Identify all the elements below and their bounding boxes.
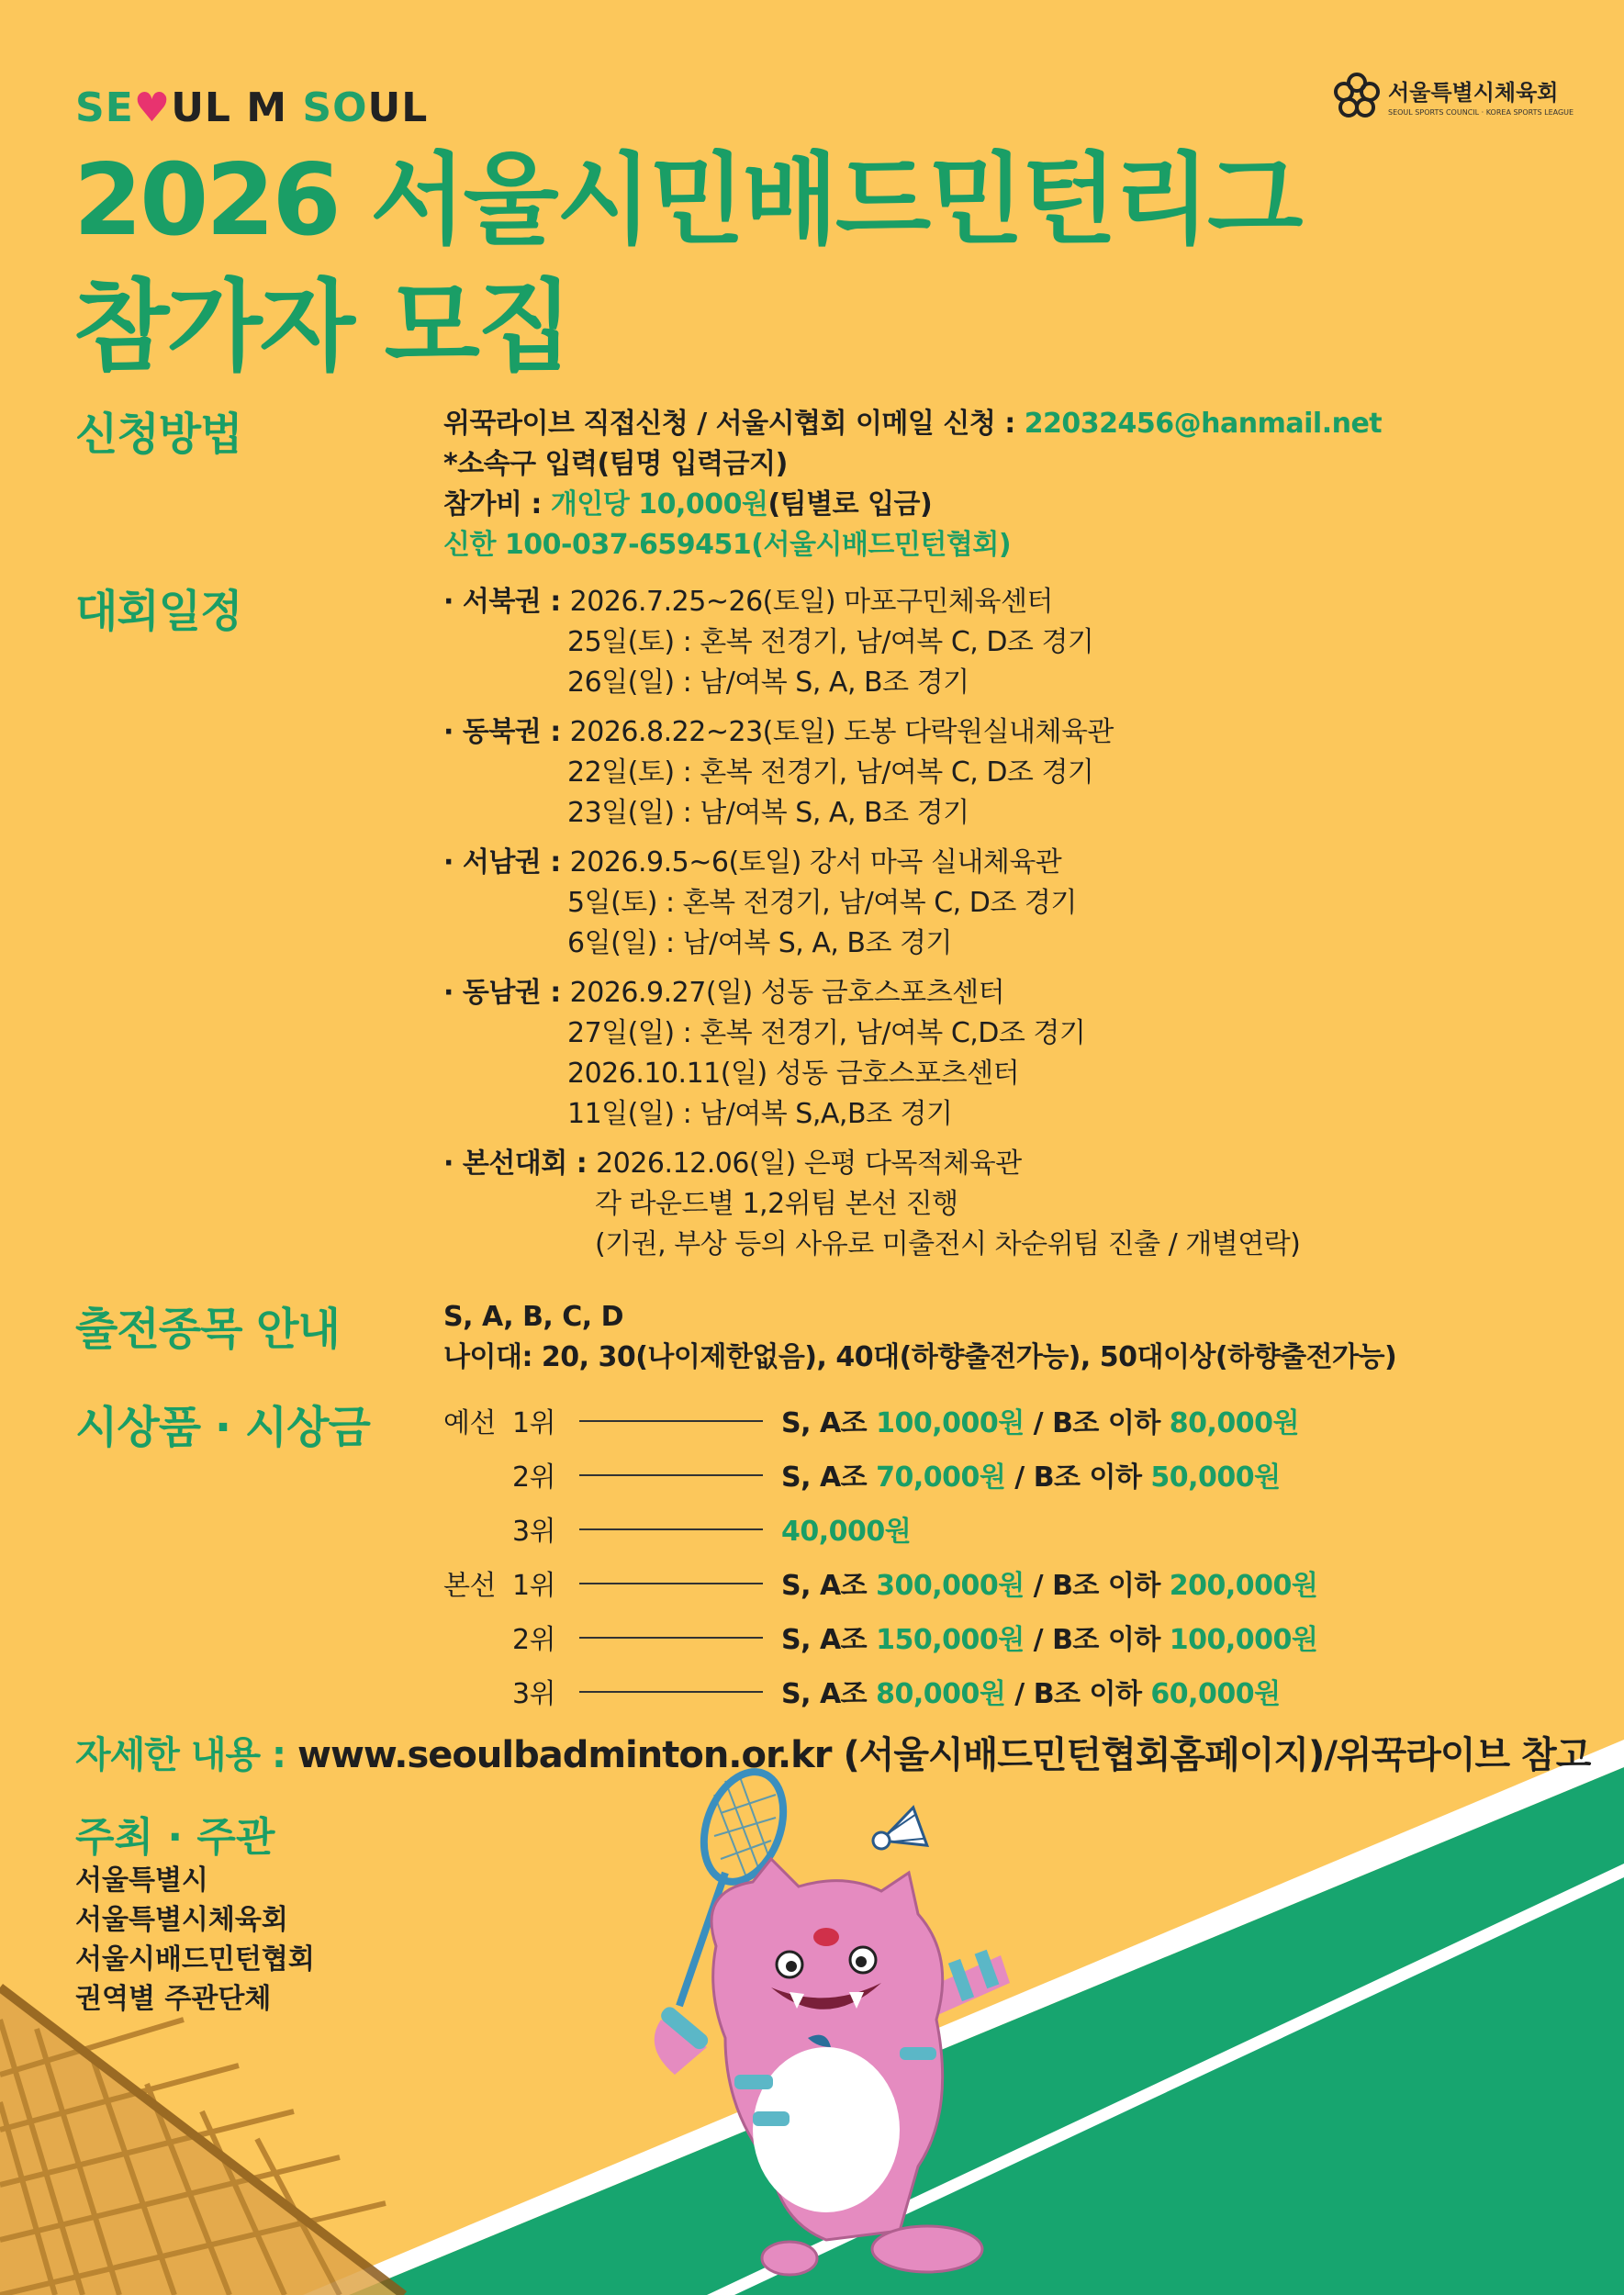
page-title	[73, 138, 1300, 391]
host-item: 서울시배드민턴협회	[75, 1943, 315, 1976]
apply-fee: 개인당 10,000원	[550, 488, 768, 521]
schedule-se-l4: 11일(일) : 남/여복 S,A,B조 경기	[567, 1098, 953, 1130]
leader-line	[579, 1528, 763, 1530]
schedule-sw-l1: · 서남권 : 2026.9.5~6(토일) 강서 마곡 실내체육관	[443, 846, 1062, 879]
schedule-se-l1: · 동남권 : 2026.9.27(일) 성동 금호스포츠센터	[443, 977, 1005, 1009]
host-list	[75, 1861, 315, 2019]
schedule-se-l2: 27일(일) : 혼복 전경기, 남/여복 C,D조 경기	[567, 1017, 1086, 1049]
council-emblem-icon	[1333, 72, 1381, 119]
prize-amount: S, A조 70,000원 / B조 이하 50,000원	[781, 1461, 1281, 1494]
host-label: 주최 · 주관	[75, 1814, 275, 1861]
schedule-final-l2: 각 라운드별 1,2위팀 본선 진행	[595, 1188, 958, 1220]
logo-part: SO	[287, 84, 368, 131]
schedule-nw-l3: 26일(일) : 남/여복 S, A, B조 경기	[567, 666, 969, 699]
prize-rank: 3위	[512, 1678, 556, 1710]
prize-row	[443, 1555, 1453, 1609]
schedule-ne-l3: 23일(일) : 남/여복 S, A, B조 경기	[567, 797, 969, 829]
title-line-1: 2026 서울시민배드민턴리그	[73, 143, 1301, 258]
prize-group: 예선	[443, 1407, 496, 1439]
leader-line	[579, 1420, 763, 1422]
prize-amount: 40,000원	[781, 1516, 912, 1548]
council-name: 서울특별시체육회	[1388, 80, 1559, 106]
shuttlecock-icon	[867, 1808, 927, 1863]
schedule-nw-l2: 25일(토) : 혼복 전경기, 남/여복 C, D조 경기	[567, 626, 1094, 658]
title-line-2: 참가자 모집	[73, 270, 571, 385]
prize-amount: S, A조 100,000원 / B조 이하 80,000원	[781, 1407, 1300, 1439]
leader-line	[579, 1583, 763, 1584]
net-icon	[0, 1987, 404, 2295]
prize-rank: 1위	[512, 1570, 556, 1602]
events-classes: S, A, B, C, D	[443, 1301, 624, 1333]
prize-row	[443, 1393, 1453, 1447]
council-sub: SEOUL SPORTS COUNCIL · KOREA SPORTS LEAGUE	[1388, 108, 1574, 117]
prize-row	[443, 1663, 1453, 1718]
detail-label: 자세한 내용 :	[75, 1734, 297, 1776]
apply-line-2: *소속구 입력(팀명 입력금지)	[443, 448, 788, 480]
apply-line-1: 위꾹라이브 직접신청 / 서울시협회 이메일 신청 : 22032456@hanmail.net	[443, 408, 1383, 440]
apply-email: 22032456@hanmail.net	[1024, 408, 1383, 440]
prize-group: 본선	[443, 1570, 496, 1602]
apply-label: 신청방법	[75, 409, 242, 460]
heart-icon: ♥	[133, 84, 172, 131]
schedule-label: 대회일정	[75, 586, 242, 637]
prize-row	[443, 1609, 1453, 1663]
prize-rank: 2위	[512, 1461, 556, 1494]
logo-part: SE	[75, 84, 134, 131]
events-block	[443, 1297, 1396, 1378]
prize-row	[443, 1447, 1453, 1501]
leader-line	[579, 1691, 763, 1693]
prize-amount: S, A조 80,000원 / B조 이하 60,000원	[781, 1678, 1281, 1710]
prize-row	[443, 1501, 1453, 1555]
host-item: 서울특별시체육회	[75, 1904, 288, 1936]
host-item: 권역별 주관단체	[75, 1983, 272, 2015]
apply-line-3: 참가비 : 개인당 10,000원(팀별로 입금)	[443, 488, 933, 521]
schedule-se-l3: 2026.10.11(일) 성동 금호스포츠센터	[567, 1058, 1020, 1090]
prize-table	[443, 1393, 1453, 1718]
detail-line	[75, 1726, 1590, 1778]
leader-line	[579, 1637, 763, 1639]
schedule-final-l3: (기권, 부상 등의 사유로 미출전시 차순위팀 진출 / 개별연락)	[595, 1228, 1301, 1260]
leader-line	[579, 1474, 763, 1476]
prize-rank: 2위	[512, 1624, 556, 1656]
apply-block	[443, 404, 1382, 565]
detail-link[interactable]: www.seoulbadminton.or.kr (서울시배드민턴협회홈페이지)/위꾹라이브 참고	[297, 1734, 1591, 1776]
schedule-nw-l1: · 서북권 : 2026.7.25~26(토일) 마포구민체육센터	[443, 586, 1053, 618]
host-item: 서울특별시	[75, 1864, 208, 1897]
prize-rank: 1위	[512, 1407, 556, 1439]
seoul-my-soul-logo	[75, 84, 428, 131]
schedule-ne-l1: · 동북권 : 2026.8.22~23(토일) 도봉 다락원실내체육관	[443, 716, 1114, 748]
schedule-sw-l2: 5일(토) : 혼복 전경기, 남/여복 C, D조 경기	[567, 887, 1077, 919]
logo-part: UL M	[171, 84, 288, 131]
logo-part: UL	[367, 84, 429, 131]
schedule-final-l1: · 본선대회 : 2026.12.06(일) 은평 다목적체육관	[443, 1148, 1022, 1180]
prize-rank: 3위	[512, 1516, 556, 1548]
schedule-ne-l2: 22일(토) : 혼복 전경기, 남/여복 C, D조 경기	[567, 756, 1094, 789]
events-ages: 나이대: 20, 30(나이제한없음), 40대(하향출전가능), 50대이상(하향출전가능)	[443, 1341, 1397, 1373]
apply-account: 신한 100-037-659451(서울시배드민턴협회)	[443, 529, 1012, 561]
seoul-sports-council-logo	[1333, 72, 1574, 119]
schedule-block	[443, 582, 1300, 1265]
events-label: 출전종목 안내	[75, 1304, 340, 1355]
prize-amount: S, A조 150,000원 / B조 이하 100,000원	[781, 1624, 1318, 1656]
schedule-sw-l3: 6일(일) : 남/여복 S, A, B조 경기	[567, 927, 952, 959]
prizes-label: 시상품 · 시상금	[75, 1402, 370, 1453]
prize-amount: S, A조 300,000원 / B조 이하 200,000원	[781, 1570, 1318, 1602]
